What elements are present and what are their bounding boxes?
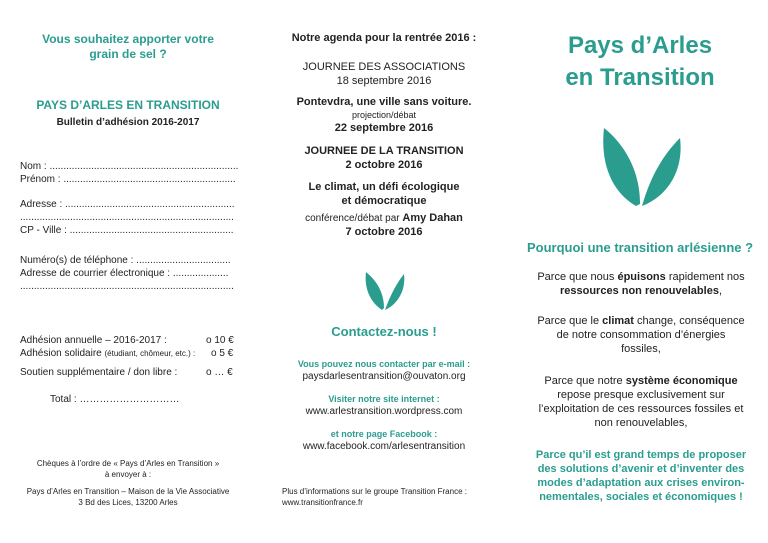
event-journee-transition xyxy=(256,144,512,172)
reason3-keyword: système économique xyxy=(625,375,738,387)
event-journee-associations xyxy=(256,60,512,88)
cta-line2: des solutions d’avenir et d’inventer des xyxy=(537,463,745,475)
reason2-line1 xyxy=(516,314,766,328)
transition-france-info xyxy=(282,486,512,508)
agenda-contact-panel xyxy=(256,0,512,543)
facebook-label: et notre page Facebook : xyxy=(330,429,438,439)
event2-note: projection/débat xyxy=(351,110,417,120)
address-line1: Pays d’Arles en Transition – Maison de la Vie Associative xyxy=(26,487,230,496)
invite-heading xyxy=(0,32,256,62)
leaf-logo-icon xyxy=(362,262,406,314)
membership-form-panel xyxy=(0,0,256,543)
total-field[interactable]: Total : ………………………… xyxy=(50,394,180,405)
adhesion-solidaire-label xyxy=(20,347,195,360)
nom-field[interactable]: Nom : .................................................................... xyxy=(20,161,239,172)
event4-title-line2: et démocratique xyxy=(341,195,427,207)
event4-date: 7 octobre 2016 xyxy=(345,226,423,238)
cta-line4: nementales, sociales et économiques ! xyxy=(539,491,743,503)
adhesion-solidaire-option[interactable]: o 5 € xyxy=(211,348,234,359)
transition-france-link[interactable]: www.transitionfrance.fr xyxy=(282,498,363,507)
reason1-keyword2: ressources non renouvelables xyxy=(559,285,719,297)
reason3-text-a: Parce que notre xyxy=(544,375,623,387)
reason2-line2: de notre consommation d’énergies xyxy=(556,329,726,341)
contact-title: Contactez-nous ! xyxy=(331,324,437,339)
cp-ville-field[interactable]: CP - Ville : ........................................................... xyxy=(20,225,234,236)
cheques-line1: Chèques à l’ordre de « Pays d’Arles en Transition » xyxy=(36,459,220,468)
reason2-line3: fossiles, xyxy=(621,343,661,355)
leaf-logo-icon xyxy=(596,112,684,212)
event-climat xyxy=(256,180,512,239)
adhesion-solidaire-text: Adhésion solidaire xyxy=(20,348,102,359)
event4-title-line1: Le climat, un défi écologique xyxy=(308,181,460,193)
event2-title: Pontevdra, une ville sans voiture. xyxy=(296,96,472,108)
main-title xyxy=(512,30,768,94)
soutien-option[interactable]: o … € xyxy=(206,367,233,378)
reason-resources xyxy=(516,270,766,298)
more-info-label: Plus d’informations sur le groupe Transition France : xyxy=(282,487,467,496)
address-line2: 3 Bd des Lices, 13200 Arles xyxy=(78,498,178,507)
cheques-line2: à envoyer à : xyxy=(104,470,152,479)
reason1-keyword: épuisons xyxy=(617,271,666,283)
prenom-field[interactable]: Prénom : .............................................................. xyxy=(20,174,236,185)
event1-title: JOURNEE DES ASSOCIATIONS xyxy=(302,61,466,73)
website-block xyxy=(256,393,512,418)
event1-date: 18 septembre 2016 xyxy=(336,75,432,87)
event4-byline xyxy=(256,211,512,225)
invite-heading-line1: Vous souhaitez apporter votre xyxy=(42,32,214,46)
reason1-punct: , xyxy=(718,285,722,297)
cover-panel xyxy=(512,0,768,543)
agenda-title: Notre agenda pour la rentrée 2016 : xyxy=(291,32,477,44)
event3-date: 2 octobre 2016 xyxy=(345,159,423,171)
main-title-line2: en Transition xyxy=(565,64,715,91)
reason2-keyword: climat xyxy=(602,315,634,327)
cheques-instructions xyxy=(0,458,256,480)
event4-speaker: Amy Dahan xyxy=(402,212,463,224)
event4-note: conférence/débat par xyxy=(305,213,400,224)
event3-title: JOURNEE DE LA TRANSITION xyxy=(304,145,464,157)
adresse-field-line2[interactable]: ............................................................................. xyxy=(20,212,234,223)
facebook-block xyxy=(256,428,512,453)
reason-call-to-action xyxy=(516,448,766,504)
adresse-field[interactable]: Adresse : ............................................................. xyxy=(20,199,235,210)
bulletin-title: Bulletin d’adhésion 2016-2017 xyxy=(56,117,200,128)
facebook-link[interactable]: www.facebook.com/arlesentransition xyxy=(302,441,466,452)
event2-date: 22 septembre 2016 xyxy=(334,122,434,134)
reason2-text-c: change, conséquence xyxy=(637,315,745,327)
reason1-line2 xyxy=(516,284,766,298)
reason3-line4: non renouvelables, xyxy=(594,417,688,429)
email-field[interactable]: Adresse de courrier électronique : .................... xyxy=(20,268,229,279)
website-link[interactable]: www.arlestransition.wordpress.com xyxy=(305,406,463,417)
adhesion-solidaire-note: (étudiant, chômeur, etc.) : xyxy=(104,349,196,358)
reason3-line3: l’exploitation de ces ressources fossiles et xyxy=(538,403,744,415)
org-title: PAYS D’ARLES EN TRANSITION xyxy=(36,98,220,112)
reason-economy xyxy=(516,374,766,430)
reason3-line1 xyxy=(516,374,766,388)
adhesion-annuelle-label: Adhésion annuelle – 2016-2017 : xyxy=(20,335,167,346)
telephone-field[interactable]: Numéro(s) de téléphone : .................................. xyxy=(20,255,231,266)
adhesion-annuelle-option[interactable]: o 10 € xyxy=(206,335,234,346)
reason1-text-a: Parce que nous xyxy=(537,271,615,283)
reason1-text-c: rapidement nos xyxy=(668,271,745,283)
reason1-line1 xyxy=(516,270,766,284)
contact-email-link[interactable]: paysdarlesentransition@ouvaton.org xyxy=(302,371,466,382)
reason3-line2: repose presque exclusivement sur xyxy=(557,389,725,401)
contact-email-block xyxy=(256,358,512,383)
contact-email-label: Vous pouvez nous contacter par e-mail : xyxy=(297,359,471,369)
cta-line3: modes d’adaptation aux crises environ- xyxy=(537,477,745,489)
invite-heading-line2: grain de sel ? xyxy=(89,47,167,61)
cta-line1: Parce qu’il est grand temps de proposer xyxy=(535,449,747,461)
event-pontevedra xyxy=(256,95,512,135)
why-title: Pourquoi une transition arlésienne ? xyxy=(526,240,754,255)
website-label: Visiter notre site internet : xyxy=(328,394,440,404)
reason-climate xyxy=(516,314,766,356)
main-title-line1: Pays d’Arles xyxy=(567,32,713,59)
reason2-text-a: Parce que le xyxy=(537,315,600,327)
soutien-label: Soutien supplémentaire / don libre : xyxy=(20,367,178,378)
email-field-line2[interactable]: ............................................................................. xyxy=(20,281,234,292)
postal-address xyxy=(0,486,256,508)
